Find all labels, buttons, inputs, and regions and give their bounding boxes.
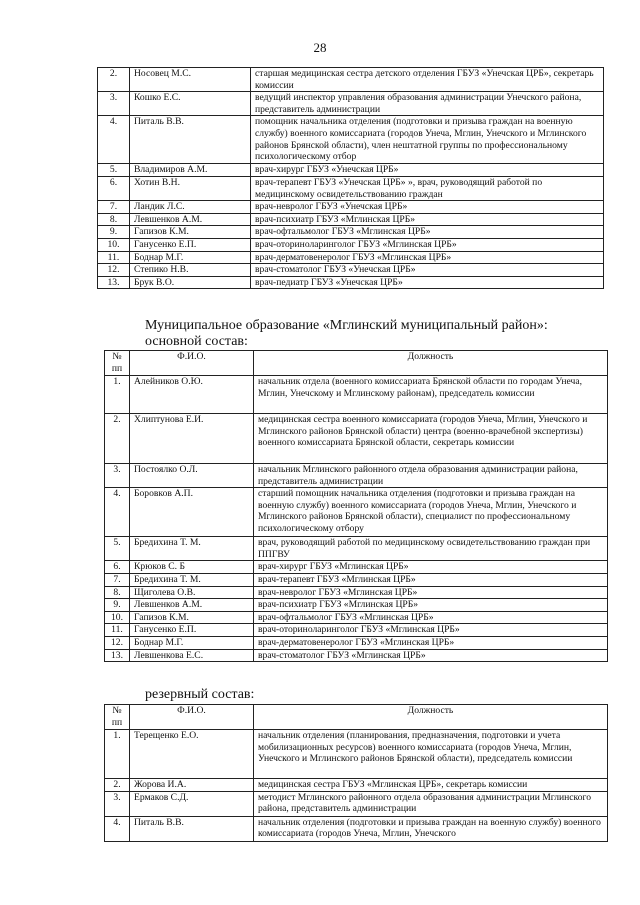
table-row — [105, 624, 608, 637]
member-name: Хлиптунова Е.И. — [130, 414, 254, 464]
row-number: 4. — [98, 116, 130, 164]
table-row — [98, 92, 604, 116]
member-name: Алейников О.Ю. — [130, 376, 254, 414]
member-position: врач-стоматолог ГБУЗ «Мглинская ЦРБ» — [254, 649, 608, 662]
table-row — [105, 791, 608, 816]
header-name: Ф.И.О. — [130, 705, 254, 730]
member-position: медицинская сестра военного комиссариата (городов Унеча, Мглин, Унечского и Мглинского районов Брянской области) центра (военно-врачебной экспертизы) военного комиссариата Брянской области, секретарь комиссии — [254, 414, 608, 464]
table-row — [98, 68, 604, 92]
row-number: 5. — [105, 537, 130, 561]
row-number: 3. — [105, 464, 130, 488]
member-position: начальник отдела (военного комиссариата Брянской области по городам Унеча, Мглин, Унечскому и Мглинскому районам), председатель комиссии — [254, 376, 608, 414]
member-position: помощник начальника отделения (подготовки и призыва граждан на военную службу) военного комиссариата (городов Унеча, Мглин, Унечского и Мглинского районов Брянской области), член нештатной группы по профессиональному психологическому отбор — [251, 116, 604, 164]
member-position: врач-невролог ГБУЗ «Мглинская ЦРБ» — [254, 586, 608, 599]
member-position: медицинская сестра ГБУЗ «Мглинская ЦРБ», секретарь комиссии — [254, 779, 608, 792]
member-name: Гапизов К.М. — [130, 226, 251, 239]
member-name: Левшенков А.М. — [130, 599, 254, 612]
table-row — [105, 730, 608, 779]
table-row — [98, 226, 604, 239]
member-position: врач-дерматовенеролог ГБУЗ «Мглинская ЦРБ» — [251, 251, 604, 264]
table-row — [98, 116, 604, 164]
row-number: 13. — [105, 649, 130, 662]
table-row — [105, 611, 608, 624]
member-position: начальник отделения (подготовки и призыва граждан на военную службу) военного комиссариата (городов Унеча, Мглин, Унечского — [254, 816, 608, 841]
row-number: 4. — [105, 816, 130, 841]
member-position: врач-невролог ГБУЗ «Унечская ЦРБ» — [251, 201, 604, 214]
member-name: Постоялко О.Л. — [130, 464, 254, 488]
member-position: начальник отделения (планирования, предназначения, подготовки и учета мобилизационных ресурсов) военного комиссариата (городов Унеча, Мглин, Унечского и Мглинского районов Брянской области), председатель комиссии — [254, 730, 608, 779]
row-number: 9. — [105, 599, 130, 612]
member-name: Щиголева О.В. — [130, 586, 254, 599]
table-row — [98, 251, 604, 264]
member-position: врач-офтальмолог ГБУЗ «Мглинская ЦРБ» — [251, 226, 604, 239]
member-name: Бредихина Т. М. — [130, 573, 254, 586]
member-name: Хотин В.Н. — [130, 176, 251, 200]
table-row — [98, 276, 604, 289]
member-name: Степико Н.В. — [130, 264, 251, 277]
member-name: Крюков С. Б — [130, 561, 254, 574]
member-position: врач-дерматовенеролог ГБУЗ «Мглинская ЦРБ» — [254, 636, 608, 649]
table-row — [98, 176, 604, 200]
table-row — [105, 464, 608, 488]
row-number: 1. — [105, 730, 130, 779]
row-number: 2. — [105, 779, 130, 792]
member-name: Носовец М.С. — [130, 68, 251, 92]
table-row — [105, 779, 608, 792]
row-number: 6. — [98, 176, 130, 200]
member-position: врач-хирург ГБУЗ «Мглинская ЦРБ» — [254, 561, 608, 574]
table-row — [105, 599, 608, 612]
table-row — [105, 573, 608, 586]
member-name: Левшенков А.М. — [130, 213, 251, 226]
member-position: методист Мглинского районного отдела образования администрации Мглинского района, представитель администрации — [254, 791, 608, 816]
table-row — [105, 636, 608, 649]
heading-line-1: Муниципальное образование «Мглинский муниципальный район»: — [145, 318, 548, 333]
table-row — [105, 649, 608, 662]
section-heading-mglin-main — [145, 318, 615, 350]
commission-table-mglin-main — [104, 350, 608, 662]
row-number: 3. — [105, 791, 130, 816]
member-name: Владимиров А.М. — [130, 164, 251, 177]
member-name: Брук В.О. — [130, 276, 251, 289]
commission-table-unecha — [97, 67, 604, 289]
table-row — [105, 561, 608, 574]
member-name: Ганусенко Е.П. — [130, 238, 251, 251]
row-number: 8. — [105, 586, 130, 599]
reserve-heading: резервный состав: — [145, 687, 255, 702]
row-number: 10. — [105, 611, 130, 624]
header-position: Должность — [254, 705, 608, 730]
page-number: 28 — [313, 40, 327, 55]
row-number: 4. — [105, 488, 130, 537]
member-name: Боднар М.Г. — [130, 251, 251, 264]
member-name: Ермаков С.Д. — [130, 791, 254, 816]
table-row — [105, 537, 608, 561]
member-name: Жорова И.А. — [130, 779, 254, 792]
table-row — [98, 164, 604, 177]
member-position: врач-хирург ГБУЗ «Унечская ЦРБ» — [251, 164, 604, 177]
row-number: 9. — [98, 226, 130, 239]
member-name: Ландик Л.С. — [130, 201, 251, 214]
member-position: врач-оториноларинголог ГБУЗ «Мглинская ЦРБ» — [254, 624, 608, 637]
row-number: 1. — [105, 376, 130, 414]
row-number: 2. — [105, 414, 130, 464]
header-num: № пп — [105, 351, 130, 376]
member-position: врач-педиатр ГБУЗ «Унечская ЦРБ» — [251, 276, 604, 289]
section-heading-mglin-reserve — [145, 687, 445, 703]
member-name: Бредихина Т. М. — [130, 537, 254, 561]
row-number: 7. — [105, 573, 130, 586]
table-row — [105, 414, 608, 464]
row-number: 3. — [98, 92, 130, 116]
table-row — [98, 213, 604, 226]
row-number: 12. — [98, 264, 130, 277]
member-name: Левшенкова Е.С. — [130, 649, 254, 662]
table-row — [105, 488, 608, 537]
header-num: № пп — [105, 705, 130, 730]
row-number: 12. — [105, 636, 130, 649]
table-row — [98, 264, 604, 277]
table-header-row — [105, 705, 608, 730]
member-name: Питаль В.В. — [130, 116, 251, 164]
table-row — [98, 238, 604, 251]
table-row — [105, 816, 608, 841]
member-position: врач-терапевт ГБУЗ «Унечская ЦРБ» », врач, руководящий работой по медицинскому освидетельствованию граждан — [251, 176, 604, 200]
member-name: Боровков А.П. — [130, 488, 254, 537]
header-name: Ф.И.О. — [130, 351, 254, 376]
member-name: Ганусенко Е.П. — [130, 624, 254, 637]
row-number: 10. — [98, 238, 130, 251]
member-name: Терещенко Е.О. — [130, 730, 254, 779]
row-number: 13. — [98, 276, 130, 289]
row-number: 11. — [98, 251, 130, 264]
member-position: врач-психиатр ГБУЗ «Мглинская ЦРБ» — [254, 599, 608, 612]
commission-table-mglin-reserve — [104, 704, 608, 842]
member-position: старшая медицинская сестра детского отделения ГБУЗ «Унечская ЦРБ», секретарь комиссии — [251, 68, 604, 92]
member-position: врач-стоматолог ГБУЗ «Унечская ЦРБ» — [251, 264, 604, 277]
row-number: 5. — [98, 164, 130, 177]
member-name: Боднар М.Г. — [130, 636, 254, 649]
member-position: врач-офтальмолог ГБУЗ «Мглинская ЦРБ» — [254, 611, 608, 624]
member-position: врач-психиатр ГБУЗ «Мглинская ЦРБ» — [251, 213, 604, 226]
member-name: Кошко Е.С. — [130, 92, 251, 116]
row-number: 6. — [105, 561, 130, 574]
row-number: 8. — [98, 213, 130, 226]
member-position: ведущий инспектор управления образования администрации Унечского района, представитель администрации — [251, 92, 604, 116]
member-position: врач-терапевт ГБУЗ «Мглинская ЦРБ» — [254, 573, 608, 586]
row-number: 7. — [98, 201, 130, 214]
row-number: 2. — [98, 68, 130, 92]
table-header-row — [105, 351, 608, 376]
member-position: старший помощник начальника отделения (подготовки и призыва граждан на военную службу) военного комиссариата (городов Унеча, Мглин, Унечского и Мглинского районов Брянской области), специалист по профессиональному психологическому отбору — [254, 488, 608, 537]
member-position: начальник Мглинского районного отдела образования администрации района, представитель администрации — [254, 464, 608, 488]
table-row — [98, 201, 604, 214]
heading-line-2: основной состав: — [145, 334, 248, 349]
member-name: Питаль В.В. — [130, 816, 254, 841]
table-row — [105, 376, 608, 414]
member-name: Гапизов К.М. — [130, 611, 254, 624]
header-position: Должность — [254, 351, 608, 376]
row-number: 11. — [105, 624, 130, 637]
member-position: врач, руководящий работой по медицинскому освидетельствованию граждан при ППГВУ — [254, 537, 608, 561]
member-position: врач-оториноларинголог ГБУЗ «Мглинская ЦРБ» — [251, 238, 604, 251]
table-row — [105, 586, 608, 599]
